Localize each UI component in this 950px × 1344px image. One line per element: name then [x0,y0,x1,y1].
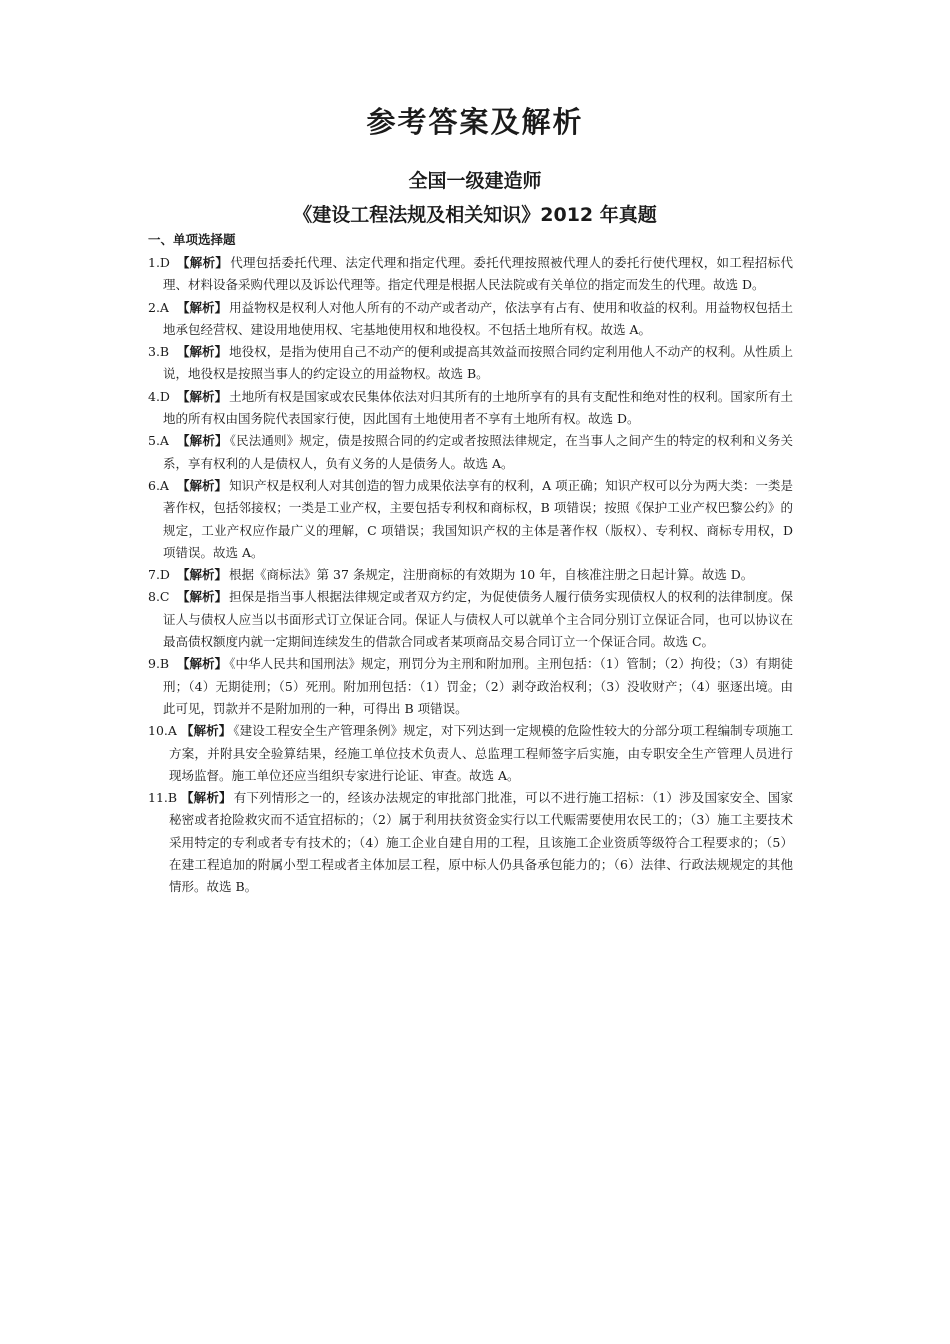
analysis-tag: 【解析】 [177,567,228,583]
analysis-tag: 【解析】 [177,477,228,493]
answer-item [148,341,793,386]
answer-item [148,475,793,564]
answer-number: 2.A [148,299,169,315]
answer-number: 3.B [148,344,170,360]
answer-text: 担保是指当事人根据法律规定或者双方约定，为促使债务人履行债务实现债权人的权利的法律制度。保证人与债权人应当以书面形式订立保证合同。保证人与债权人可以就单个主合同分别订立保证合同，也可以协议在最高债权额度内就一定期间连续发生的借款合同或者某项商品交易合同订立一个保证合同。故选 C。 [163,589,793,650]
answer-number: 7.D [148,567,170,583]
section-heading: 一、单项选择题 [148,232,236,247]
answer-number: 1.D [148,255,170,270]
answer-item [148,586,793,653]
page-title: 参考答案及解析 [366,105,584,139]
answer-text: 《中华人民共和国刑法》规定，刑罚分为主刑和附加刑。主刑包括：（1）管制；（2）拘役；（3）有期徒刑；（4）无期徒刑；（5）死刑。附加刑包括：（1）罚金；（2）剥夺政治权利；（3）没收财产；（4）驱逐出境。由此可见，罚款并不是附加刑的一种，可得出 B 项错误。 [163,656,793,716]
analysis-tag: 【解析】 [177,589,228,605]
answer-text: 知识产权是权利人对其创造的智力成果依法享有的权利，A 项正确；知识产权可以分为两大类：一类是著作权，包括邻接权；一类是工业产权，主要包括专利权和商标权，B 项错误；按照《保护工业产权巴黎公约》的规定，工业产权应作最广义的理解，C 项错误；我国知识产权的主体是著作权（版权）、专利权、商标专用权，D 项错误。故选 A。 [163,477,793,560]
answer-number: 6.A [148,477,169,493]
answer-number: 5.A [148,433,169,449]
answer-item [148,386,793,431]
answer-number: 11.B [148,790,178,806]
analysis-tag: 【解析】 [177,656,228,672]
answer-item [148,787,793,898]
answer-text: 土地所有权是国家或农民集体依法对归其所有的土地所享有的具有支配性和绝对性的权利。国家所有土地的所有权由国务院代表国家行使，因此国有土地使用者不享有土地所有权。故选 D。 [163,388,793,427]
exam-subtitle: 全国一级建造师 [408,170,542,192]
answer-item [148,252,793,297]
answer-item [148,564,793,586]
answer-number: 8.C [148,589,170,605]
analysis-tag: 【解析】 [177,255,229,270]
answer-item [148,720,793,787]
answer-item [148,297,793,342]
answer-number: 4.D [148,388,170,404]
answer-list [148,252,793,899]
analysis-tag: 【解析】 [177,344,228,360]
answer-number: 9.B [148,656,170,672]
answer-text: 地役权，是指为使用自己不动产的便利或提高其效益而按照合同约定利用他人不动产的权利。从性质上说，地役权是按照当事人的约定设立的用益物权。故选 B。 [163,344,793,382]
exam-name: 《建设工程法规及相关知识》2012 年真题 [293,204,657,226]
answer-item [148,430,793,475]
answer-text: 代理包括委托代理、法定代理和指定代理。委托代理按照被代理人的委托行使代理权，如工程招标代理、材料设备采购代理以及诉讼代理等。指定代理是根据人民法院或有关单位的指定而发生的代理。故选 D。 [163,255,793,293]
analysis-tag: 【解析】 [181,723,232,739]
answer-text: 《建设工程安全生产管理条例》规定，对下列达到一定规模的危险性较大的分部分项工程编制专项施工方案，并附具安全验算结果，经施工单位技术负责人、总监理工程师签字后实施，由专职安全生产管理人员进行现场监督。施工单位还应当组织专家进行论证、审查。故选 A。 [169,723,793,783]
answer-text: 《民法通则》规定，债是按照合同的约定或者按照法律规定，在当事人之间产生的特定的权利和义务关系，享有权利的人是债权人，负有义务的人是债务人。故选 A。 [163,433,793,471]
answer-text: 用益物权是权利人对他人所有的不动产或者动产，依法享有占有、使用和收益的权利。用益物权包括土地承包经营权、建设用地使用权、宅基地使用权和地役权。不包括土地所有权。故选 A。 [163,299,793,337]
answer-number: 10.A [148,723,177,739]
analysis-tag: 【解析】 [177,388,228,404]
answer-text: 有下列情形之一的，经该办法规定的审批部门批准，可以不进行施工招标：（1）涉及国家安全、国家秘密或者抢险救灾而不适宜招标的；（2）属于利用扶贫资金实行以工代赈需要使用农民工的；（3）施工主要技术采用特定的专利或者专有技术的；（4）施工企业自建自用的工程，且该施工企业资质等级符合工程要求的；（5）在建工程追加的附属小型工程或者主体加层工程，原中标人仍具备承包能力的；（6）法律、行政法规规定的其他情形。故选 B。 [169,790,793,895]
analysis-tag: 【解析】 [181,790,232,806]
answer-text: 根据《商标法》第 37 条规定，注册商标的有效期为 10 年，自核准注册之日起计算。故选 D。 [229,567,754,583]
answer-item [148,653,793,720]
analysis-tag: 【解析】 [177,433,228,449]
analysis-tag: 【解析】 [177,299,228,315]
